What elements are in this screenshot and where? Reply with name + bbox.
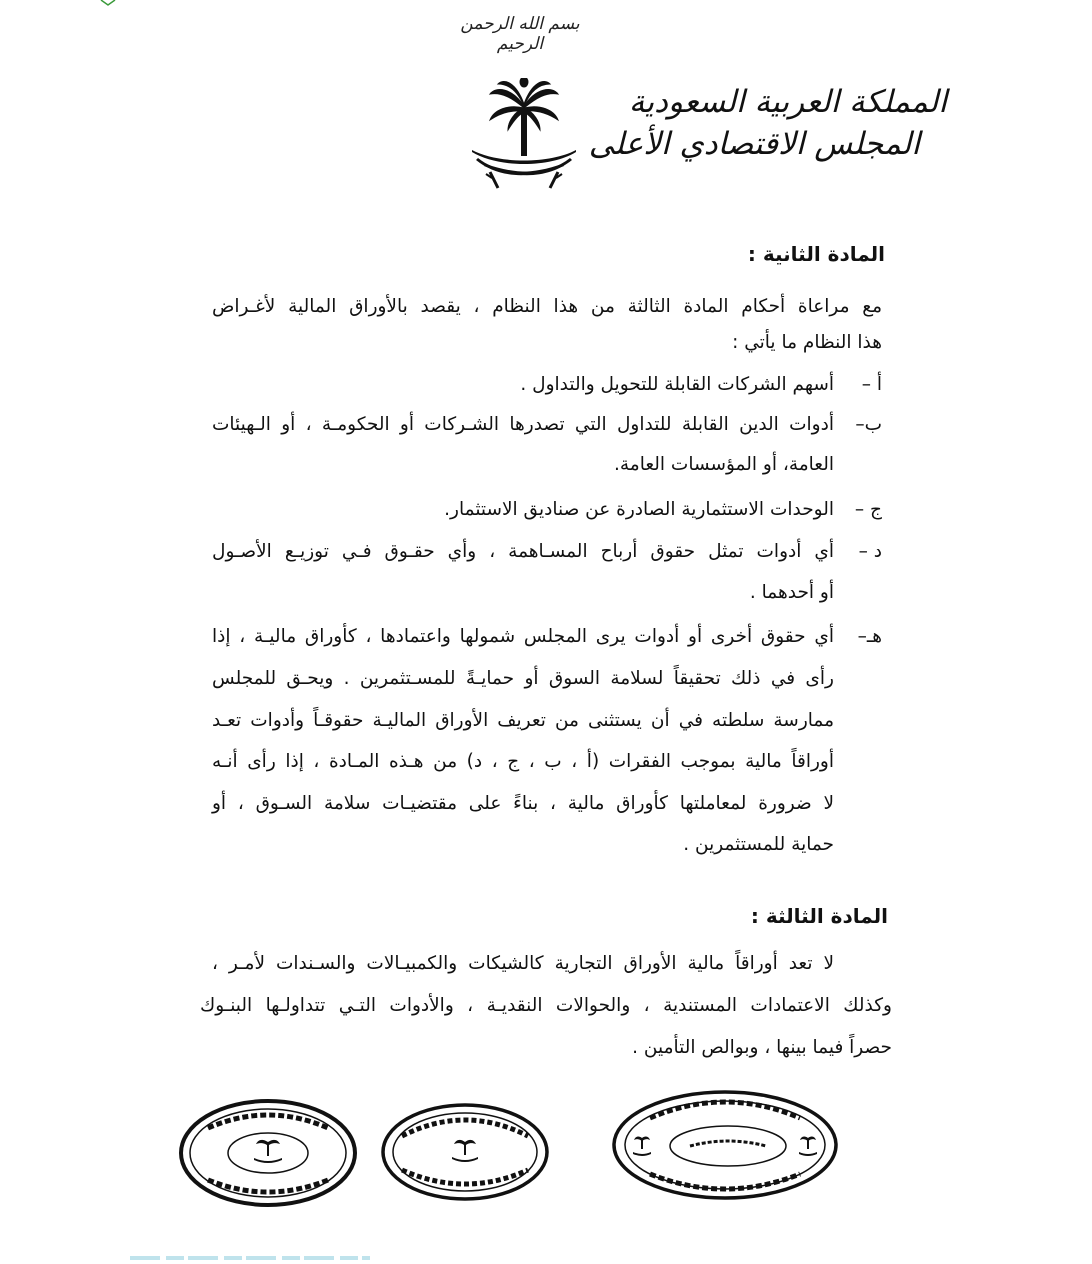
- item-c-marker: ج –: [854, 499, 882, 520]
- item-a-marker: أ –: [861, 374, 882, 395]
- item-e-line-2: رأى في ذلك تحقيقاً لسلامة السوق أو حمايـةً للمسـتثمرين . ويحـق للمجلس: [212, 668, 834, 689]
- item-c-line-1: الوحدات الاستثمارية الصادرة عن صناديق الاستثمار.: [444, 499, 834, 520]
- item-e-line-3: ممارسة سلطته في أن يستثنى من تعريف الأوراق الماليـة حقوقـاً وأدوات تعـد: [212, 710, 834, 731]
- council-stamp: [178, 1098, 358, 1208]
- article-2-title: المادة الثانية :: [747, 242, 885, 266]
- basmala: بسم الله الرحمن الرحيم: [460, 14, 580, 54]
- header-kingdom-title: المملكة العربية السعودية: [628, 84, 947, 120]
- item-b-line-1: أدوات الدين القابلة للتداول التي تصدرها الشـركات أو الحكومـة ، أو الـهيئات: [212, 414, 834, 435]
- item-e-line-5: لا ضرورة لمعاملتها كأوراق مالية ، بناءً على مقتضيـات سلامة السـوق ، أو: [212, 793, 834, 814]
- item-d-line-2: أو أحدهما .: [749, 582, 834, 603]
- article-3-line-2: وكذلك الاعتمادات المستندية ، والحوالات النقديـة ، والأدوات التـي تتداولـها البنـوك: [200, 995, 892, 1016]
- item-e-line-6: حماية للمستثمرين .: [683, 834, 834, 855]
- article-3-line-1: لا تعد أوراقاً مالية الأوراق التجارية كالشيكات والكمبيـالات والسـندات لأمـر ،: [212, 953, 834, 974]
- secretariat-stamp: [380, 1102, 550, 1202]
- item-b-marker: ب–: [855, 414, 882, 435]
- footer-watermark: [130, 1252, 370, 1262]
- article-3-title: المادة الثالثة :: [750, 904, 888, 928]
- cabinet-stamp: [610, 1088, 840, 1203]
- palm-and-swords-emblem-icon: [468, 78, 580, 193]
- corner-mark: [100, 0, 116, 6]
- item-a-line-1: أسهم الشركات القابلة للتحويل والتداول .: [520, 374, 834, 395]
- article-2-intro-line-1: مع مراعاة أحكام المادة الثالثة من هذا النظام ، يقصد بالأوراق المالية لأغـراض: [212, 296, 882, 317]
- article-3-line-3: حصراً فيما بينها ، وبوالص التأمين .: [632, 1037, 892, 1058]
- item-e-marker: هـ–: [857, 626, 882, 647]
- article-2-intro-line-2: هذا النظام ما يأتي :: [732, 332, 882, 353]
- item-b-line-2: العامة، أو المؤسسات العامة.: [614, 454, 834, 475]
- item-d-line-1: أي أدوات تمثل حقوق أرباح المسـاهمة ، وأي حقـوق فـي توزيـع الأصـول: [212, 541, 834, 562]
- item-e-line-1: أي حقوق أخرى أو أدوات يرى المجلس شمولها واعتمادها ، كأوراق ماليـة ، إذا: [212, 626, 834, 647]
- item-d-marker: د –: [858, 541, 882, 562]
- item-e-line-4: أوراقاً مالية بموجب الفقرات (أ ، ب ، ج ، د) من هـذه المـادة ، إذا رأى أنـه: [212, 751, 834, 772]
- header-council-title: المجلس الاقتصادي الأعلى: [588, 126, 920, 162]
